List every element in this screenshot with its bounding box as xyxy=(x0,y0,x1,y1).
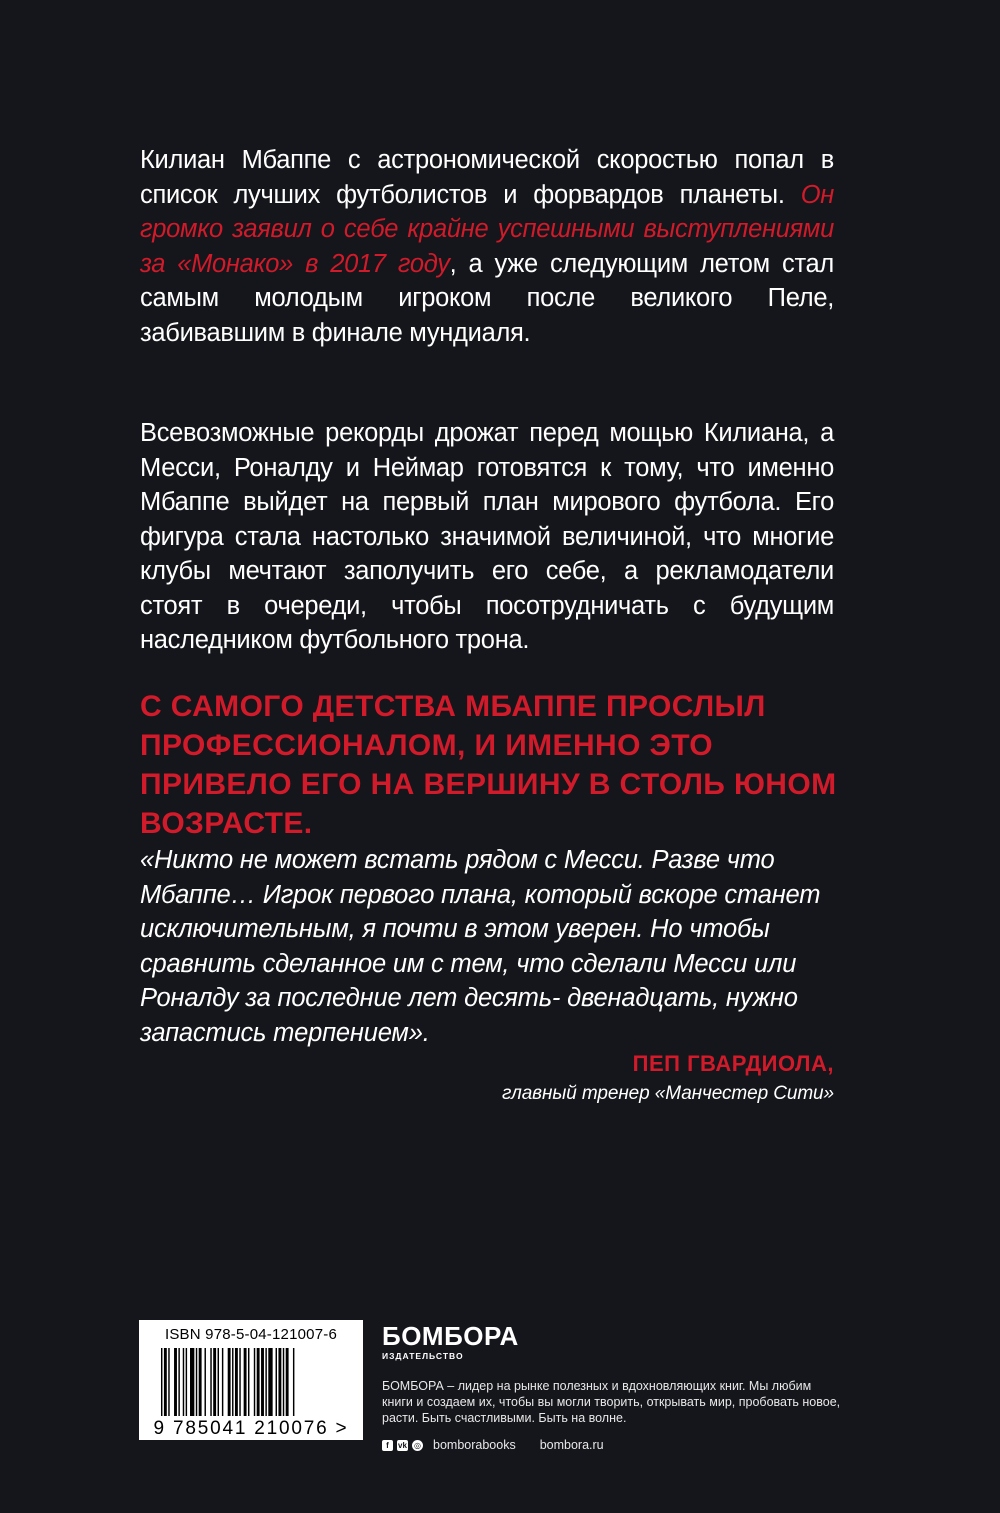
barcode-bar xyxy=(178,1348,179,1416)
isbn-number: ISBN 978-5-04-121007-6 xyxy=(164,1326,337,1343)
publisher-logo-sub: ИЗДАТЕЛЬСТВО xyxy=(382,1351,464,1361)
barcode-bar xyxy=(161,1348,162,1416)
barcode-bar xyxy=(190,1348,194,1416)
barcode-bar xyxy=(199,1348,202,1416)
barcode-bars xyxy=(161,1348,341,1416)
publisher-links xyxy=(382,1438,842,1452)
barcode-bar xyxy=(254,1348,255,1416)
intro-highlight: Он громко заявил о себе крайне успешными выступлениями за «Монако» в 2017 году xyxy=(140,180,834,278)
facebook-icon[interactable]: f xyxy=(382,1440,393,1451)
barcode-bar xyxy=(205,1348,206,1416)
barcode-bar xyxy=(218,1348,219,1416)
social-handle-link[interactable]: bomborabooks xyxy=(433,1438,516,1452)
barcode-bar xyxy=(239,1348,240,1416)
barcode-bar xyxy=(268,1348,272,1416)
barcode-bar xyxy=(228,1348,231,1416)
barcode-bar xyxy=(174,1348,177,1416)
barcode-bar xyxy=(293,1348,294,1416)
intro-paragraph xyxy=(140,143,834,350)
red-headline: С САМОГО ДЕТСТВА МБАППЕ ПРОСЛЫЛ ПРОФЕССИОНАЛОМ, И ИМЕННО ЭТО ПРИВЕЛО ЕГО НА ВЕРШИНУ В СТОЛЬ ЮНОМ ВОЗРАСТЕ. xyxy=(140,690,837,840)
publisher-logo: БОМБОРА xyxy=(382,1321,519,1351)
barcode-bar xyxy=(286,1348,289,1416)
vk-icon[interactable]: vk xyxy=(398,1440,407,1450)
barcode-bar xyxy=(244,1348,247,1416)
barcode-bar xyxy=(168,1348,169,1416)
publisher-block xyxy=(382,1322,842,1452)
barcode-bar xyxy=(232,1348,233,1416)
barcode-bar xyxy=(213,1348,216,1416)
isbn-barcode xyxy=(139,1320,363,1440)
publisher-description: БОМБОРА – лидер на рынке полезных и вдохновляющих книг. Мы любим книги и создаем их, чтобы вы могли творить, открывать мир, пробовать новое, расти. Быть счастливыми. Быть на волне. xyxy=(382,1379,841,1425)
barcode-bar xyxy=(248,1348,249,1416)
instagram-icon[interactable]: ◎ xyxy=(412,1440,423,1451)
website-link[interactable]: bombora.ru xyxy=(539,1438,604,1452)
barcode-bar xyxy=(164,1348,167,1416)
quote-author-role: главный тренер «Манчестер Сити» xyxy=(502,1083,834,1104)
barcode-bar xyxy=(257,1348,260,1416)
barcode-bar xyxy=(196,1348,197,1416)
barcode-bar xyxy=(235,1348,238,1416)
quote-attribution xyxy=(502,1049,834,1109)
barcode-bar xyxy=(265,1348,266,1416)
intro-rest: , а уже следующим летом стал самым молодым игроком после великого Пеле, забивавшим в финале мундиаля. xyxy=(140,249,834,347)
quote-text: «Никто не может встать рядом с Месси. Разве что Мбаппе… Игрок первого плана, который вскоре станет исключительным, я почти в этом уверен. Но чтобы сравнить сделанное им с тем, что сделали Месси или Роналду за последние лет десять- двенадцать, нужно запастись терпением». xyxy=(140,846,821,1047)
intro-lead: Килиан Мбаппе с астрономической скоростью попал в список лучших футболистов и форвардов планеты. xyxy=(140,146,834,209)
barcode-bar xyxy=(278,1348,281,1416)
quote-author: ПЕП ГВАРДИОЛА, xyxy=(632,1051,834,1076)
barcode-bar xyxy=(183,1348,184,1416)
barcode-bar xyxy=(283,1348,284,1416)
barcode-bar xyxy=(276,1348,277,1416)
barcode-bar xyxy=(222,1348,223,1416)
barcode-bar xyxy=(210,1348,211,1416)
body-paragraph: Всевозможные рекорды дрожат перед мощью Килиана, а Месси, Роналду и Неймар готовятся к тому, что именно Мбаппе выйдет на первый план мирового футбола. Его фигура стала настолько значимой величиной, что многие клубы мечтают заполучить его себе, а рекламодатели стоят в очереди, чтобы посотрудничать с будущим наследником футбольного трона. xyxy=(140,419,834,654)
barcode-bar xyxy=(261,1348,264,1416)
barcode-digits: 9 785041 210076 > xyxy=(153,1418,349,1439)
barcode-bar xyxy=(186,1348,187,1416)
